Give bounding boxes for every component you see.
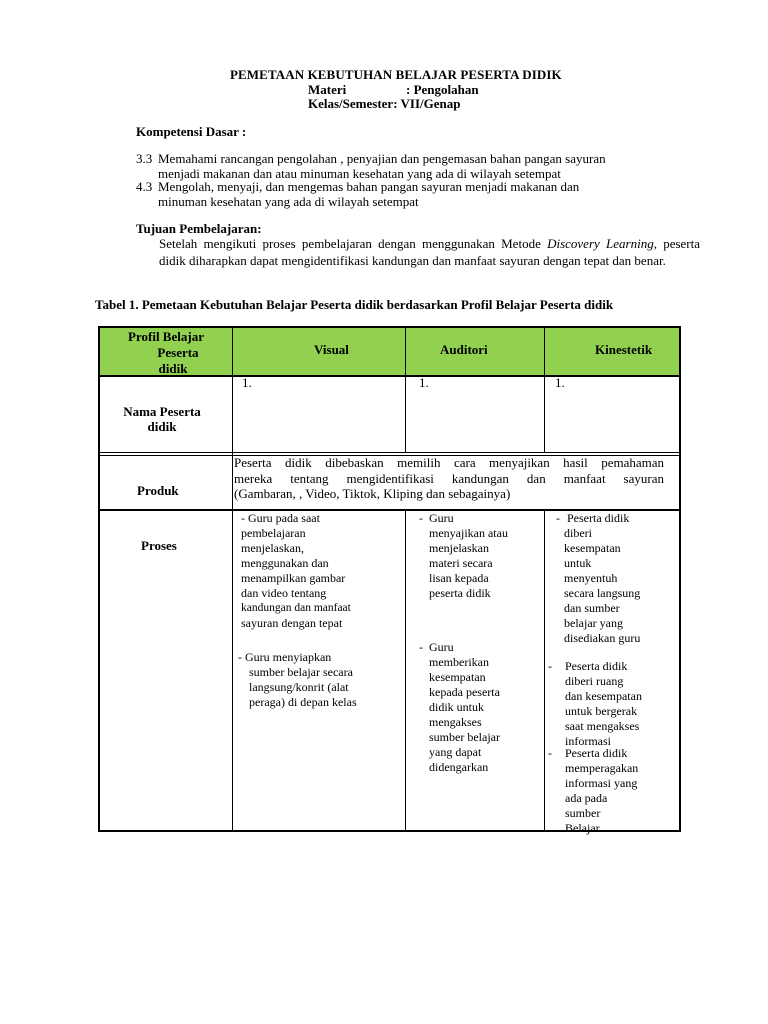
kompetensi-heading: Kompetensi Dasar : [136, 124, 247, 139]
text-line: belajar yang [564, 616, 623, 630]
text-line: kesempatan [564, 541, 621, 555]
text-line: menjelaskan, [241, 541, 304, 555]
bullet-dash: - [556, 511, 560, 525]
tujuan-text-post: peserta didik diharapkan dapat mengidentifikasi kandungan dan manfaat sayuran dengan tepat dan benar. [159, 236, 701, 268]
text-line: disediakan guru [564, 631, 641, 645]
table-border [98, 326, 681, 328]
text-line: Peserta didik [565, 746, 628, 760]
bullet-dash: - [548, 659, 552, 673]
text-line: didengarkan [429, 760, 489, 774]
proses-visual-1 [241, 511, 401, 631]
kompetensi-text-cont: minuman kesehatan yang ada di wilayah setempat [158, 194, 419, 209]
tujuan-text-pre: Setelah mengikuti proses pembelajaran dengan menggunakan Metode [159, 236, 548, 251]
kompetensi-item [136, 151, 696, 181]
text-line: informasi [565, 734, 611, 748]
table-border [544, 326, 545, 453]
table-border [405, 326, 406, 453]
header-auditori: Auditori [440, 342, 488, 357]
text-line: diberi ruang [565, 674, 624, 688]
text-line: langsung/konrit (alat [249, 680, 349, 694]
text-line: menyentuh [564, 571, 618, 585]
text-line: sumber belajar secara [249, 665, 353, 679]
header-kinestetik: Kinestetik [595, 342, 653, 357]
text-line: dan kesempatan [565, 689, 642, 703]
bullet-dash: - [419, 511, 423, 525]
text-line: memperagakan [565, 761, 639, 775]
text-line: kepada peserta [429, 685, 500, 699]
table-border [98, 326, 100, 832]
text-line: Peserta didik [567, 511, 630, 525]
row-label-proses: Proses [141, 538, 177, 553]
text-line: sumber belajar [429, 730, 500, 744]
tujuan-paragraph [159, 236, 700, 269]
header-profil [100, 329, 232, 377]
header-profil-line: didik [158, 361, 188, 376]
produk-line: (Gambaran, , Video, Tiktok, Kliping dan sebagainya) [234, 486, 511, 501]
proses-kinestetik-3 [548, 746, 676, 836]
kompetensi-text-cont: menjadi makanan dan atau minuman kesehatan yang ada di wilayah setempat [158, 166, 561, 181]
text-line: peraga) di depan kelas [249, 695, 357, 709]
text-line: sumber [565, 806, 601, 820]
materi-value: : Pengolahan [406, 82, 479, 97]
text-line: untuk bergerak [565, 704, 638, 718]
table-border [232, 326, 233, 832]
text-line: Peserta didik [565, 659, 628, 673]
text-line: menampilkan gambar [241, 571, 346, 585]
text-line: menjelaskan [429, 541, 489, 555]
text-line: didik untuk [429, 700, 485, 714]
kompetensi-number: 4.3 [136, 179, 153, 194]
materi-label: Materi [308, 82, 347, 97]
page-title: PEMETAAN KEBUTUHAN BELAJAR PESERTA DIDIK [230, 67, 562, 82]
row-label-line: didik [147, 419, 177, 434]
text-line: saat mengakses [565, 719, 640, 733]
nama-kinestetik: 1. [555, 375, 565, 390]
nama-auditori: 1. [419, 375, 429, 390]
text-line: menggunakan dan [241, 556, 329, 570]
text-line: diberi [564, 526, 592, 540]
text-line: yang dapat [429, 745, 482, 759]
text-line: - Guru pada saat [241, 511, 320, 525]
text-line: materi secara [429, 556, 493, 570]
table-border [544, 509, 545, 832]
produk-line: Peserta didik dibebaskan memilih cara menyajikan hasil pemahaman [234, 455, 664, 470]
nama-visual: 1. [242, 375, 252, 390]
kelas-semester: Kelas/Semester: VII/Genap [308, 96, 461, 111]
row-label-produk: Produk [137, 483, 179, 498]
text-line: ada pada [565, 791, 608, 805]
header-visual: Visual [314, 342, 349, 357]
table-border [98, 452, 681, 453]
proses-auditori-2 [419, 640, 541, 775]
header-profil-line: Profil Belajar [128, 329, 204, 344]
text-line: lisan kepada [429, 571, 489, 585]
text-line: - Guru menyiapkan [238, 650, 332, 664]
kompetensi-text: Memahami rancangan pengolahan , penyajian dan pengemasan bahan pangan sayuran [158, 151, 606, 166]
bullet-dash: - [419, 640, 423, 654]
kompetensi-text: Mengolah, menyaji, dan mengemas bahan pangan sayuran menjadi makanan dan [158, 179, 580, 194]
proses-auditori-1 [419, 511, 541, 601]
kompetensi-item [136, 179, 696, 209]
text-line: Guru [429, 511, 454, 525]
text-line: informasi yang [565, 776, 638, 790]
text-line: peserta didik [429, 586, 491, 600]
proses-kinestetik-2 [548, 659, 676, 749]
text-line: memberikan [429, 655, 489, 669]
kompetensi-number: 3.3 [136, 151, 153, 166]
row-label-line: Nama Peserta [123, 404, 201, 419]
text-line: Belajar [565, 821, 600, 835]
produk-line: mereka tentang mengidentifikasi kandungan dan manfaat sayuran [234, 470, 664, 486]
text-line: untuk [564, 556, 592, 570]
text-line: sayuran dengan tepat [241, 616, 343, 630]
proses-visual-2 [238, 650, 403, 710]
tujuan-heading: Tujuan Pembelajaran: [136, 221, 262, 236]
table-border [405, 509, 406, 832]
text-line: secara langsung [564, 586, 641, 600]
row-label-nama [100, 404, 224, 434]
proses-kinestetik-1 [556, 511, 676, 646]
text-line: kesempatan [429, 670, 486, 684]
tujuan-text-italic: Discovery Learning, [547, 236, 657, 251]
text-line: pembelajaran [241, 526, 306, 540]
table-border [679, 326, 681, 832]
text-line: dan video tentang [241, 586, 327, 600]
produk-text [234, 455, 664, 502]
text-line: Guru [429, 640, 454, 654]
text-line: kandungan dan manfaat [241, 602, 351, 614]
bullet-dash: - [548, 746, 552, 760]
text-line: menyajikan atau [429, 526, 508, 540]
header-profil-line: Peserta [157, 345, 199, 360]
text-line: mengakses [429, 715, 482, 729]
table-caption: Tabel 1. Pemetaan Kebutuhan Belajar Peserta didik berdasarkan Profil Belajar Peserta didik [95, 297, 614, 312]
text-line: dan sumber [564, 601, 620, 615]
